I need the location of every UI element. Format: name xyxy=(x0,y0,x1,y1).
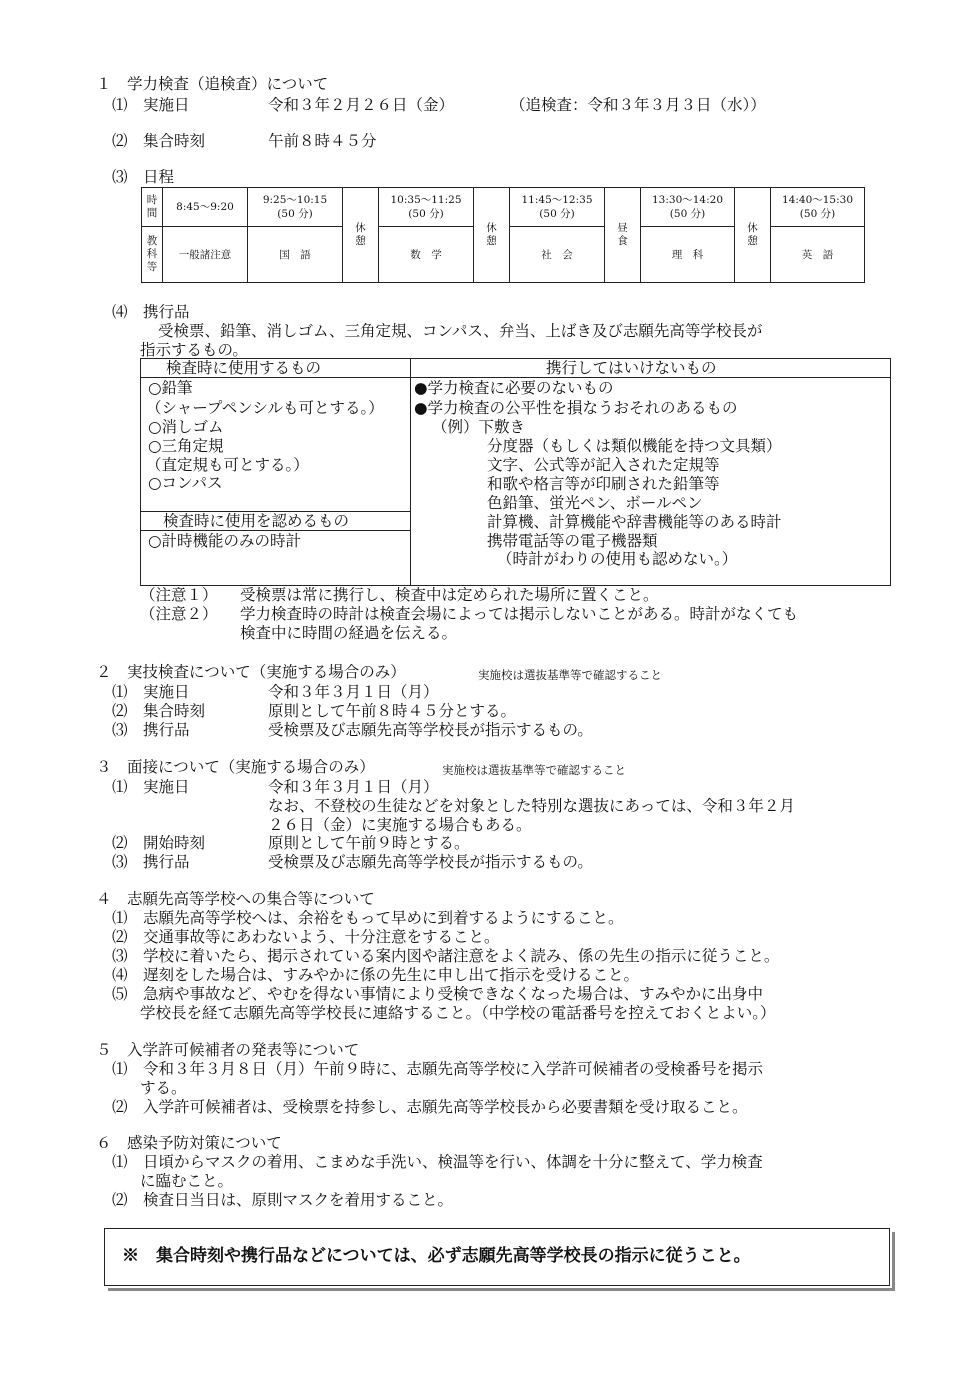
slot-2-subject: 数 学 xyxy=(379,227,474,283)
s3-items-label: ⑶ 携行品 xyxy=(112,853,190,871)
example-0: 分度器（もしくは類似機能を持つ文具類） xyxy=(487,437,782,455)
example-4: 計算機、計算機能や辞書機能等のある時計 xyxy=(487,513,782,531)
s4-line-1: ⑵ 交通事故等にあわないよう、十分注意をすること。 xyxy=(112,928,500,946)
s1-items-line2: 指示するもの。 xyxy=(140,341,248,359)
s3-date-note1: なお、不登校の生徒などを対象とした特別な選抜にあっては、令和３年２月 xyxy=(268,797,795,815)
slot-5-subject: 英 語 xyxy=(771,227,865,283)
break-1: 休憩 xyxy=(355,222,366,247)
section-1-heading: １ 学力検査（追検査）について xyxy=(96,75,329,93)
section-3-heading: ３ 面接について（実施する場合のみ） xyxy=(96,758,375,776)
slot-3-subject: 社 会 xyxy=(510,227,605,283)
s2-row1-label: ⑵ 集合時刻 xyxy=(112,702,206,720)
example-2: 和歌や格言等が印刷された鉛筆等 xyxy=(487,475,720,493)
s3-start-value: 原則として午前９時とする。 xyxy=(268,834,470,852)
slot-4-subject: 理 科 xyxy=(641,227,735,283)
left-item-3: ○三角定規 xyxy=(148,437,224,455)
example-5: 携帯電話等の電子機器類 xyxy=(487,532,658,550)
slot-1-time: 9:25～10:15 xyxy=(262,194,328,206)
example-3: 色鉛筆、蛍光ペン、ボールペン xyxy=(487,494,703,512)
s1-time-label: ⑵ 集合時刻 xyxy=(112,132,206,150)
s3-date-value: 令和３年３月１日（月） xyxy=(268,778,439,796)
slot-4-dur: (50 分) xyxy=(669,208,706,220)
s5-line-2: ⑵ 入学許可候補者は、受検票を持参し、志願先高等学校長から必要書類を受け取ること。 xyxy=(112,1098,748,1116)
table-subject-header: 教科等 xyxy=(146,235,158,273)
s3-date-label: ⑴ 実施日 xyxy=(112,778,190,796)
note1-text: 受検票は常に携行し、検査中は定められた場所に置くこと。 xyxy=(240,586,659,604)
s3-start-label: ⑵ 開始時刻 xyxy=(112,834,206,852)
s5-line-1: する。 xyxy=(140,1079,187,1097)
left-item-2: ○消しゴム xyxy=(148,418,224,436)
s3-items-value: 受検票及び志願先高等学校長が指示するもの。 xyxy=(268,853,593,871)
slot-5-dur: (50 分) xyxy=(799,208,836,220)
slot-0-time: 8:45～9:20 xyxy=(176,201,234,213)
slot-1-dur: (50 分) xyxy=(277,208,313,220)
left-item-4: （直定規も可とする。） xyxy=(146,456,309,474)
section-4-heading: ４ 志願先高等学校への集合等について xyxy=(96,890,375,908)
s2-row2-value: 受検票及び志願先高等学校長が指示するもの。 xyxy=(268,721,593,739)
s4-line-3: ⑷ 遅刻をした場合は、すみやかに係の先生に申し出て指示を受けること。 xyxy=(112,966,640,984)
box-left-header: 検査時に使用するもの xyxy=(166,359,322,377)
left-item-5: ○コンパス xyxy=(148,474,223,492)
slot-5-time: 14:40～15:30 xyxy=(781,194,854,206)
s2-row0-label: ⑴ 実施日 xyxy=(112,683,190,701)
s1-time-value: 午前８時４５分 xyxy=(268,132,377,150)
s2-row1-value: 原則として午前８時４５分とする。 xyxy=(268,702,517,720)
left-item-1: （シャープペンシルも可とする。） xyxy=(146,399,384,417)
section-3-heading-note: 実施校は選抜基準等で確認すること xyxy=(442,763,626,777)
left-item2-0: ○計時機能のみの時計 xyxy=(148,532,302,550)
notice-text: ※ 集合時刻や携行品などについては、必ず志願先高等学校長の指示に従うこと。 xyxy=(122,1246,751,1266)
s1-date-label: ⑴ 実施日 xyxy=(112,96,190,114)
section-2-heading-note: 実施校は選抜基準等で確認すること xyxy=(478,668,662,682)
box-left-header-2: 検査時に使用を認めるもの xyxy=(163,512,350,530)
section-6-heading: ６ 感染予防対策について xyxy=(96,1134,282,1152)
s4-line-4: ⑸ 急病や事故など、やむを得ない事情により受検できなくなった場合は、すみやかに出身中 xyxy=(112,985,764,1003)
s6-line-2: ⑵ 検査日当日は、原則マスクを着用すること。 xyxy=(112,1191,454,1209)
section-5-heading: ５ 入学許可候補者の発表等について xyxy=(96,1041,360,1059)
example-6: （時計がわりの使用も認めない。） xyxy=(497,550,738,568)
s1-items-label: ⑷ 携行品 xyxy=(112,303,190,321)
s6-line-0: ⑴ 日頃からマスクの着用、こまめな手洗い、検温等を行い、体調を十分に整えて、学力検査 xyxy=(112,1153,763,1171)
left-item-0: ○鉛筆 xyxy=(148,379,193,397)
slot-4-time: 13:30～14:20 xyxy=(651,194,724,206)
right-item-1: ●学力検査の公平性を損なうおそれのあるもの xyxy=(414,399,738,417)
box-divider xyxy=(410,358,411,586)
s5-line-0: ⑴ 令和３年３月８日（月）午前９時に、志願先高等学校に入学許可候補者の受検番号を掲示 xyxy=(112,1060,764,1078)
slot-0-subject: 一般諸注意 xyxy=(163,227,248,283)
s1-date-extra: （追検査：令和３年３月３日（水）） xyxy=(510,96,766,114)
s1-date-value: 令和３年２月２６日（金） xyxy=(268,96,455,114)
s4-line-0: ⑴ 志願先高等学校へは、余裕をもって早めに到着するようにすること。 xyxy=(112,909,624,927)
s6-line-1: に臨むこと。 xyxy=(140,1172,234,1190)
s3-date-note2: ２６日（金）に実施する場合もある。 xyxy=(268,816,532,834)
lunch: 昼食 xyxy=(617,222,628,247)
example-label: （例）下敷き xyxy=(432,418,526,436)
slot-2-time: 10:35～11:25 xyxy=(390,194,462,206)
note2-label: （注意２） xyxy=(140,605,218,623)
slot-2-dur: (50 分) xyxy=(408,208,444,220)
s4-line-2: ⑶ 学校に着いたら、掲示されている案内図や諸注意をよく読み、係の先生の指示に従うこと。 xyxy=(112,947,780,965)
s2-row0-value: 令和３年３月１日（月） xyxy=(268,683,439,701)
note1-label: （注意１） xyxy=(140,586,218,604)
slot-3-dur: (50 分) xyxy=(539,208,575,220)
break-3: 休憩 xyxy=(747,222,758,247)
example-1: 文字、公式等が記入された定規等 xyxy=(487,456,720,474)
break-2: 休憩 xyxy=(486,222,497,247)
right-item-0: ●学力検査に必要のないもの xyxy=(414,379,614,397)
s2-row2-label: ⑶ 携行品 xyxy=(112,721,190,739)
box-right-header: 携行してはいけないもの xyxy=(546,359,717,377)
slot-1-subject: 国 語 xyxy=(248,227,343,283)
note2-line1: 学力検査時の時計は検査会場によっては掲示しないことがある。時計がなくても xyxy=(240,605,799,623)
s4-line-5: 学校長を経て志願先高等学校長に連絡すること。（中学校の電話番号を控えておくとよい。） xyxy=(140,1004,776,1022)
section-2-heading: ２ 実技検査について（実施する場合のみ） xyxy=(96,663,406,681)
schedule-table xyxy=(141,187,865,283)
table-time-header: 時間 xyxy=(146,194,158,219)
note2-line2: 検査中に時間の経過を伝える。 xyxy=(240,624,458,642)
slot-3-time: 11:45～12:35 xyxy=(521,194,593,206)
s1-items-line1: 受検票、鉛筆、消しゴム、三角定規、コンパス、弁当、上ばき及び志願先高等学校長が xyxy=(158,322,763,340)
s1-schedule-label: ⑶ 日程 xyxy=(112,168,175,186)
